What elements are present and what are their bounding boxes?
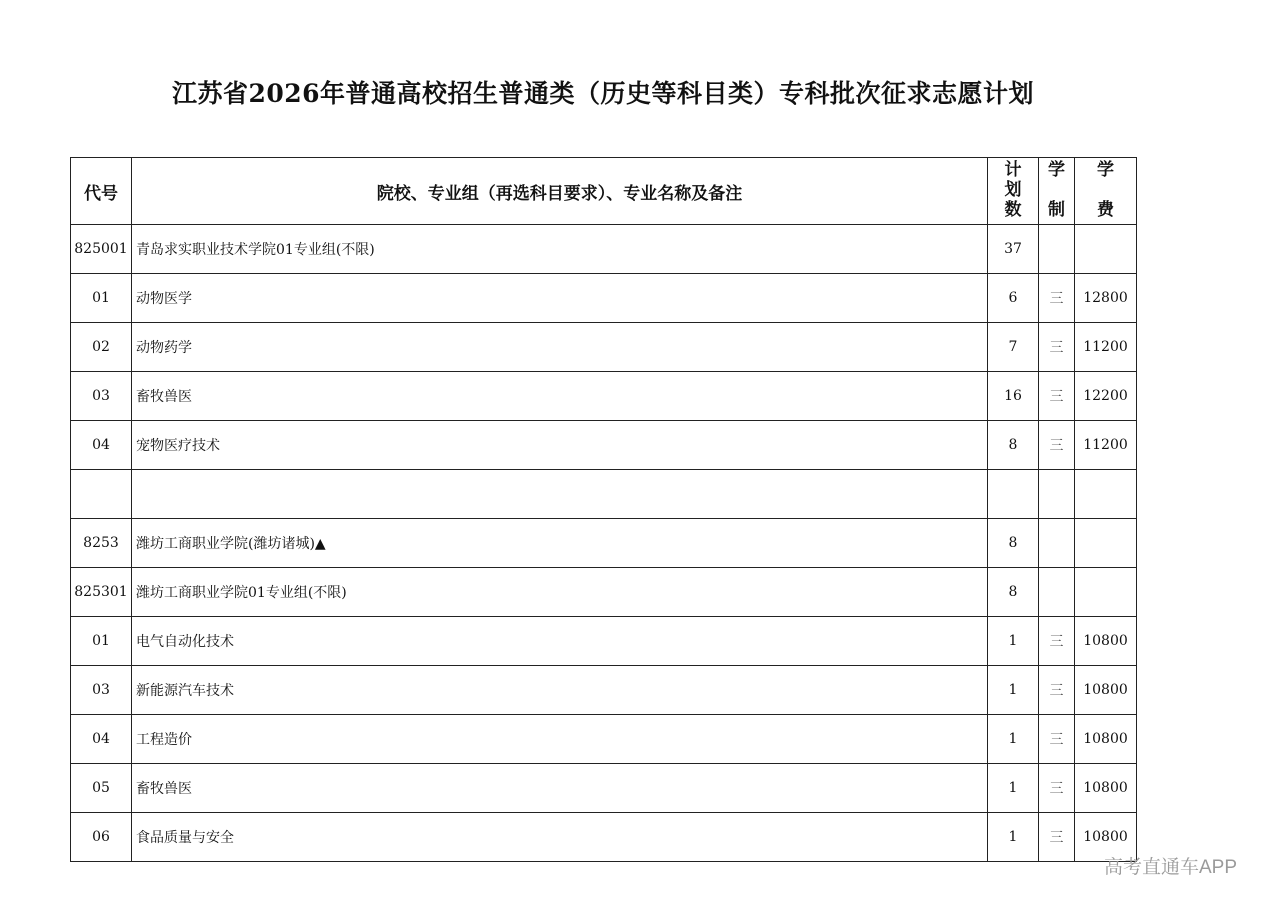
- cell-plan: 1: [988, 617, 1039, 666]
- cell-name: 工程造价: [132, 715, 988, 764]
- cell-length: 三: [1039, 813, 1075, 862]
- page-title: 江苏省2026年普通高校招生普通类（历史等科目类）专科批次征求志愿计划: [171, 79, 1035, 108]
- cell-code: 03: [71, 666, 132, 715]
- cell-code: 06: [71, 813, 132, 862]
- cell-fee: 10800: [1075, 617, 1137, 666]
- header-length-char-2: 制: [1048, 200, 1065, 221]
- cell-name: [132, 470, 988, 519]
- cell-name: 青岛求实职业技术学院01专业组(不限): [132, 225, 988, 274]
- header-length: [1039, 158, 1075, 225]
- cell-length: [1039, 225, 1075, 274]
- cell-length: 三: [1039, 421, 1075, 470]
- cell-name: 畜牧兽医: [132, 372, 988, 421]
- enrollment-plan-table: [70, 157, 1137, 862]
- cell-length: 三: [1039, 715, 1075, 764]
- cell-plan: 37: [988, 225, 1039, 274]
- cell-code: 825001: [71, 225, 132, 274]
- cell-code: 04: [71, 715, 132, 764]
- cell-fee: [1075, 568, 1137, 617]
- header-fee-char-1: 学: [1097, 160, 1114, 180]
- cell-length: 三: [1039, 274, 1075, 323]
- table-body: [71, 225, 1137, 862]
- table-row: [71, 568, 1137, 617]
- cell-name: 宠物医疗技术: [132, 421, 988, 470]
- cell-length: 三: [1039, 666, 1075, 715]
- table-row: [71, 764, 1137, 813]
- cell-length: [1039, 519, 1075, 568]
- table-header: [71, 158, 1137, 225]
- cell-name: 电气自动化技术: [132, 617, 988, 666]
- cell-fee: [1075, 225, 1137, 274]
- cell-code: 04: [71, 421, 132, 470]
- cell-fee: [1075, 519, 1137, 568]
- cell-name: 潍坊工商职业学院01专业组(不限): [132, 568, 988, 617]
- cell-code: [71, 470, 132, 519]
- cell-fee: 11200: [1075, 421, 1137, 470]
- cell-fee: 10800: [1075, 764, 1137, 813]
- table-row: [71, 813, 1137, 862]
- table-row: [71, 666, 1137, 715]
- table-row: [71, 372, 1137, 421]
- header-length-char-1: 学: [1048, 160, 1065, 180]
- cell-length: 三: [1039, 372, 1075, 421]
- cell-code: 03: [71, 372, 132, 421]
- cell-name: 动物药学: [132, 323, 988, 372]
- header-row: [71, 158, 1137, 225]
- cell-code: 01: [71, 617, 132, 666]
- cell-code: 825301: [71, 568, 132, 617]
- cell-code: 01: [71, 274, 132, 323]
- cell-plan: 8: [988, 568, 1039, 617]
- cell-code: 02: [71, 323, 132, 372]
- table-row: [71, 519, 1137, 568]
- cell-code: 8253: [71, 519, 132, 568]
- table-row: [71, 323, 1137, 372]
- table-row-empty: [71, 470, 1137, 519]
- cell-plan: 8: [988, 519, 1039, 568]
- table-row: [71, 274, 1137, 323]
- cell-fee: 12800: [1075, 274, 1137, 323]
- header-fee-char-2: 费: [1097, 200, 1114, 221]
- header-plan-char-3: 数: [1004, 200, 1022, 221]
- cell-plan: 1: [988, 813, 1039, 862]
- table-row: [71, 617, 1137, 666]
- cell-fee: 12200: [1075, 372, 1137, 421]
- table-row: [71, 715, 1137, 764]
- cell-plan: 1: [988, 666, 1039, 715]
- cell-fee: 10800: [1075, 666, 1137, 715]
- header-fee: [1075, 158, 1137, 225]
- cell-plan: 6: [988, 274, 1039, 323]
- table-row: [71, 225, 1137, 274]
- header-plan-char-2: 划: [1004, 180, 1022, 201]
- cell-length: 三: [1039, 617, 1075, 666]
- cell-fee: 10800: [1075, 715, 1137, 764]
- table-row: [71, 421, 1137, 470]
- cell-name: 新能源汽车技术: [132, 666, 988, 715]
- cell-name: 动物医学: [132, 274, 988, 323]
- cell-plan: 7: [988, 323, 1039, 372]
- watermark-text: 高考直通车APP: [1104, 857, 1238, 878]
- cell-length: [1039, 470, 1075, 519]
- header-plan-char-1: 计: [1004, 160, 1022, 180]
- header-name: 院校、专业组（再选科目要求）、专业名称及备注: [132, 158, 988, 225]
- cell-plan: 8: [988, 421, 1039, 470]
- cell-name: 畜牧兽医: [132, 764, 988, 813]
- cell-length: 三: [1039, 764, 1075, 813]
- cell-plan: 1: [988, 764, 1039, 813]
- cell-fee: 10800: [1075, 813, 1137, 862]
- cell-length: [1039, 568, 1075, 617]
- cell-fee: 11200: [1075, 323, 1137, 372]
- cell-plan: [988, 470, 1039, 519]
- cell-name: 食品质量与安全: [132, 813, 988, 862]
- cell-fee: [1075, 470, 1137, 519]
- cell-name: 潍坊工商职业学院(潍坊诸城)▲: [132, 519, 988, 568]
- header-plan: [988, 158, 1039, 225]
- cell-length: 三: [1039, 323, 1075, 372]
- cell-plan: 16: [988, 372, 1039, 421]
- cell-plan: 1: [988, 715, 1039, 764]
- header-code: 代号: [71, 158, 132, 225]
- cell-code: 05: [71, 764, 132, 813]
